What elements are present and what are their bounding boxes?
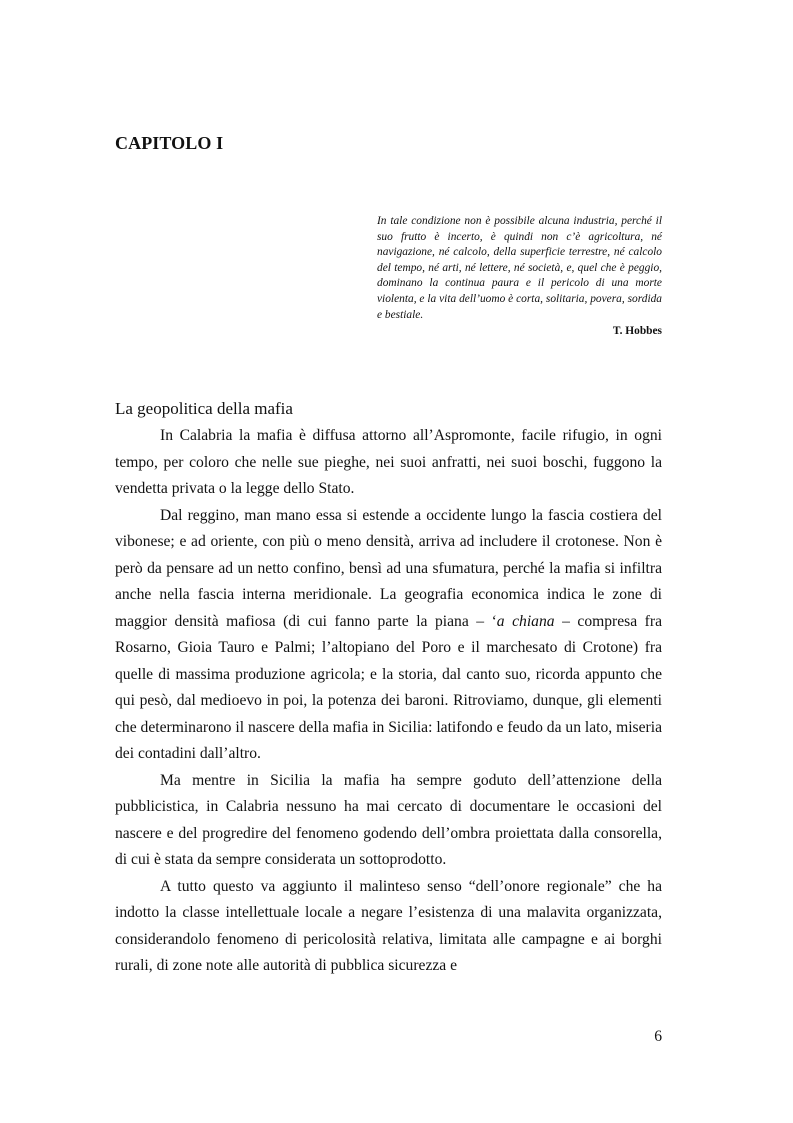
paragraph-text: Dal reggino, man mano essa si estende a occidente lungo la fascia costiera del vibonese; e ad oriente, con più o meno densità, arriva ad includere il crotonese. Non è però da pensare ad un netto confino, bensì ad una sfumatura, perché la mafia si infiltra anche nella fascia interna meridionale. La geografia economica indica le zone di maggior densità mafiosa (di cui fanno parte la piana – ‘: [115, 506, 662, 630]
chapter-title: CAPITOLO I: [115, 133, 224, 153]
epigraph: [377, 214, 662, 337]
epigraph-author: T. Hobbes: [612, 325, 662, 338]
paragraph-text: – compresa fra Rosarno, Gioia Tauro e Palmi; l’altopiano del Poro e il marchesato di Crotone) fra quelle di massima produzione agricola; e la storia, dal canto suo, ricorda appunto che qui pesò, dal medioevo in poi, la potenza dei baroni. Ritroviamo, dunque, gli elementi che determinarono il nascere della mafia in Sicilia: latifondo e feudo da un lato, miseria dei contadini dall’altro.: [115, 612, 662, 762]
paragraph: Ma mentre in Sicilia la mafia ha sempre goduto dell’attenzione della pubblicistica, in Calabria nessuno ha mai cercato di documentare le occasioni del nascere e del progredire del fenomeno godendo dell’ombra proiettata dalla consorella, di cui è stata da sempre considerata un sottoprodotto.: [115, 771, 662, 868]
paragraph: In Calabria la mafia è diffusa attorno all’Aspromonte, facile rifugio, in ogni tempo, per coloro che nelle sue pieghe, nei suoi anfratti, nei suoi boschi, fuggono la vendetta privata o la legge dello Stato.: [115, 427, 662, 497]
paragraph: A tutto questo va aggiunto il malinteso senso “dell’onore regionale” che ha indotto la classe intellettuale locale a negare l’esistenza di una malavita organizzata, considerandolo fenomeno di pericolosità relativa, limitata alle campagne e ai borghi rurali, di zone note alle autorità di pubblica sicurezza e: [115, 877, 662, 974]
dialect-term: a chiana: [496, 612, 555, 630]
paragraph: [115, 503, 662, 768]
body-text: [115, 423, 662, 980]
page-number: 6: [654, 1028, 662, 1045]
epigraph-quote: In tale condizione non è possibile alcuna industria, perché il suo frutto è incerto, è quindi non c’è agricoltura, né navigazione, né calcolo, della superficie terrestre, né calcolo del tempo, né arti, né lettere, né società, e, quel che è peggio, dominano la continua paura e il pericolo di una morte violenta, e la vita dell’uomo è corta, solitaria, povera, sordida e bestiale.: [377, 215, 662, 321]
section-heading: La geopolitica della mafia: [115, 399, 293, 418]
